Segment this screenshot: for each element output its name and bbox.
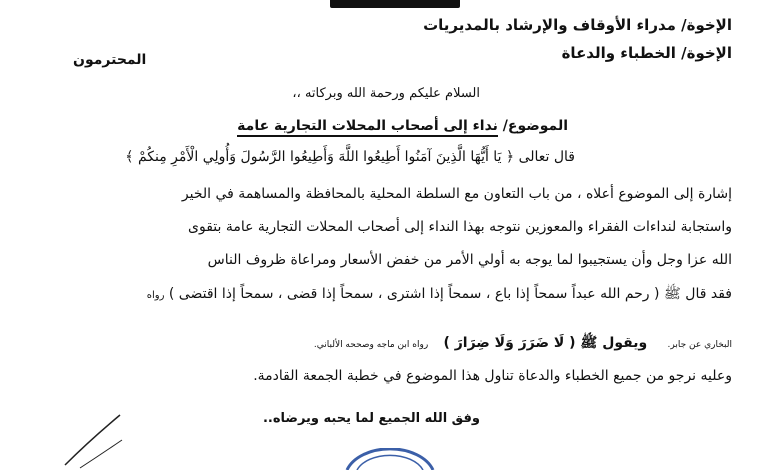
addressee-line-2: الإخوة/ الخطباء والدعاة — [561, 44, 732, 62]
stamp-seal — [345, 448, 435, 470]
signature-stroke — [60, 410, 130, 470]
hadith-no-harm: ويقول ﷺ ( لَا ضَرَرَ وَلَا ضِرَارَ ) — [443, 335, 648, 351]
body-line-1: إشارة إلى الموضوع أعلاه ، من باب التعاون مع السلطة المحلية بالمحافظة والمساهمة في الخير — [181, 186, 732, 202]
quran-verse: قال تعالى ﴿ يَا أَيُّهَا الَّذِينَ آمَنُوا أَطِيعُوا اللَّهَ وَأَطِيعُوا الرَّسُولَ وَأُولِي الْأَمْرِ مِنكُمْ ﴾ — [125, 149, 575, 165]
body-line-6: وعليه نرجو من جميع الخطباء والدعاة تناول هذا الموضوع في خطبة الجمعة القادمة. — [253, 368, 732, 384]
hadith-ref-bukhari: البخاري عن جابر. — [667, 340, 732, 350]
hadith-text: فقد قال ﷺ ( رحم الله عبداً سمحاً إذا باع ، سمحاً إذا اشترى ، سمحاً إذا قضى ، سمحاً إذا اقتضى ) — [168, 286, 732, 302]
body-line-2: واستجابة لنداءات الفقراء والمعوزين نتوجه بهذا النداء إلى أصحاب المحلات التجارية عامة بتقوى — [188, 219, 732, 235]
body-line-5 — [314, 332, 732, 354]
subject-line — [237, 118, 568, 134]
body-line-3: الله عزا وجل وأن يستجيبوا لما يوجه به أولي الأمر من خفض الأسعار ومراعاة ظروف الناس — [207, 252, 732, 268]
hadith-ref-start: رواه — [146, 290, 165, 301]
body-line-4 — [147, 285, 732, 305]
hadith-ref-ibn-majah: رواه ابن ماجه وصححه الألباني. — [313, 340, 429, 350]
title-fragment — [330, 0, 460, 8]
addressee-line-1: الإخوة/ مدراء الأوقاف والإرشاد بالمديريات — [423, 16, 732, 34]
respected-label: المحترمون — [73, 52, 147, 68]
subject-label: الموضوع/ — [502, 118, 568, 134]
closing-line: وفق الله الجميع لما يحبه ويرضاه.. — [262, 411, 480, 426]
greeting: السلام عليكم ورحمة الله وبركاته ،، — [292, 86, 480, 101]
subject-text: نداء إلى أصحاب المحلات التجارية عامة — [237, 118, 498, 137]
